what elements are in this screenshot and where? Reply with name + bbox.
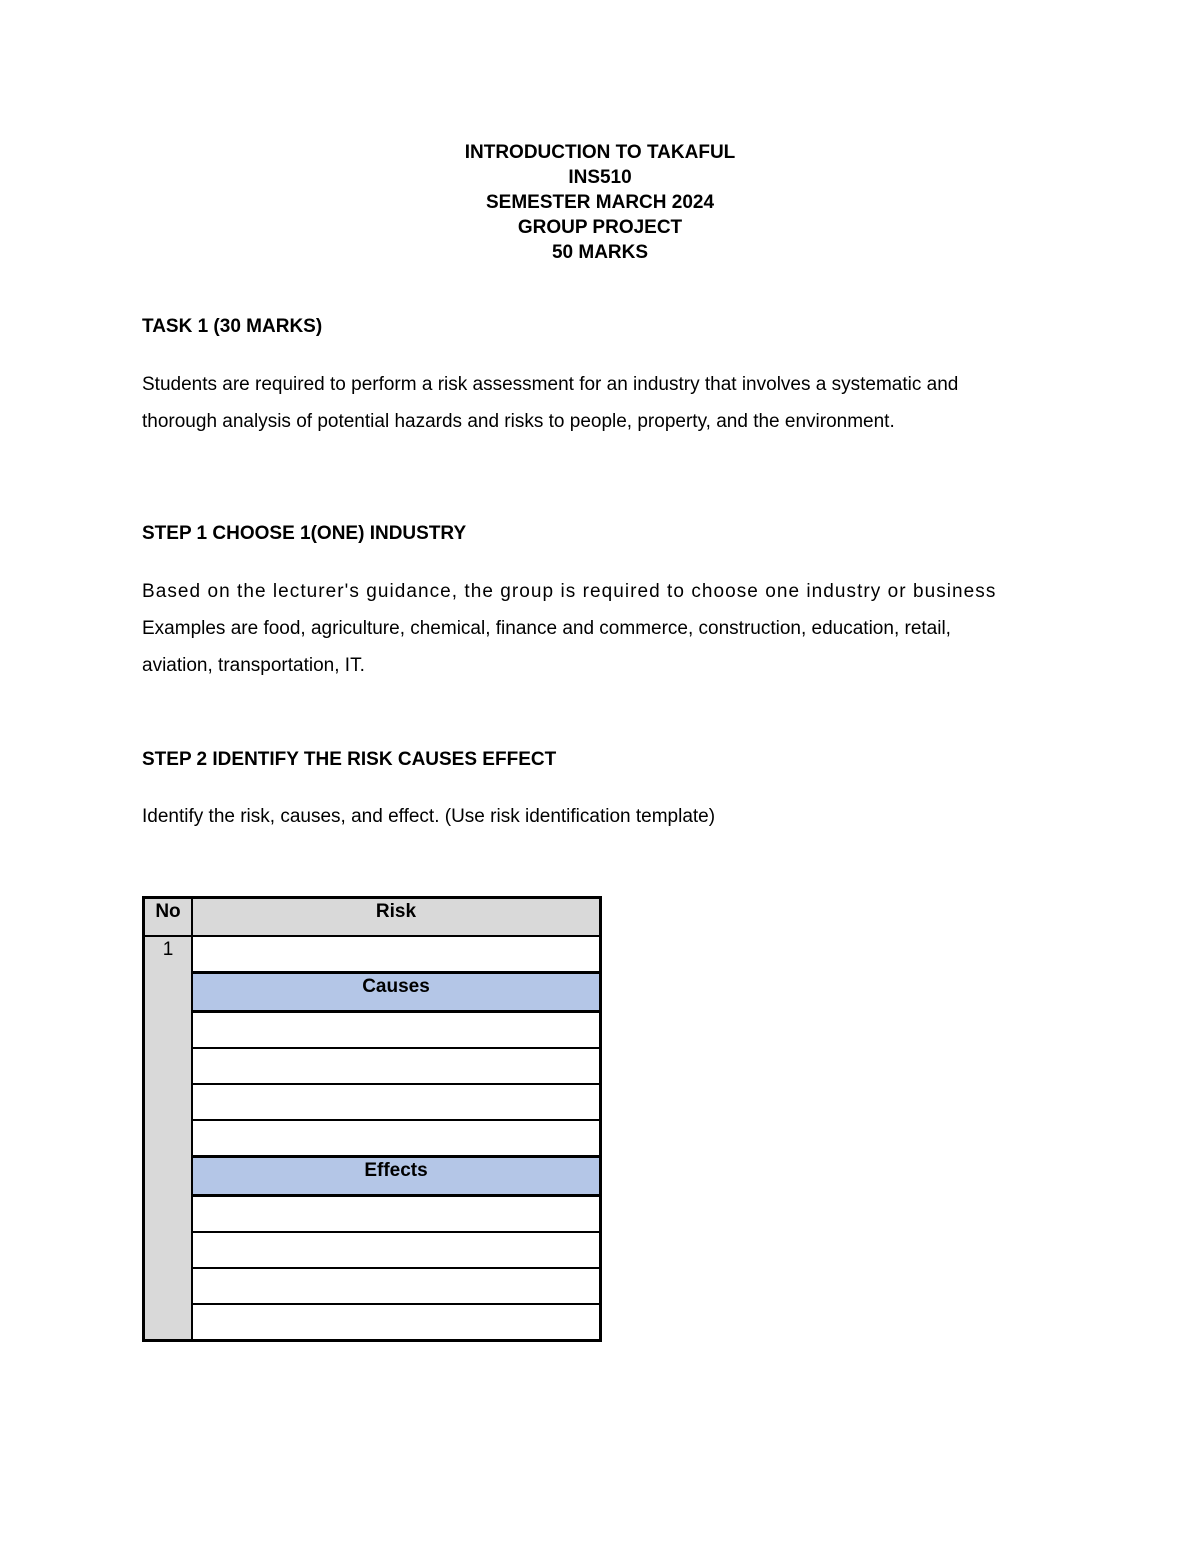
step2-paragraph: Identify the risk, causes, and effect. (Use risk identification template) (142, 806, 716, 827)
step1-heading: STEP 1 CHOOSE 1(ONE) INDUSTRY (142, 523, 467, 544)
cause-entry-cell[interactable] (192, 1048, 601, 1084)
task1-paragraph (142, 366, 1060, 440)
effects-header: Effects (192, 1157, 601, 1196)
table-row (144, 1268, 601, 1304)
cause-entry-cell[interactable] (192, 1012, 601, 1049)
effect-entry-cell[interactable] (192, 1304, 601, 1341)
step1-line-2: Examples are food, agriculture, chemical, finance and commerce, construction, education, retail, (142, 618, 951, 639)
causes-header-row (144, 973, 601, 1012)
step1-paragraph (142, 573, 1060, 684)
table-row (144, 1232, 601, 1268)
risk-row (144, 936, 601, 973)
table-row (144, 1196, 601, 1233)
table-row (144, 1304, 601, 1341)
effects-header-row (144, 1157, 601, 1196)
task1-line-2: thorough analysis of potential hazards and risks to people, property, and the environment. (142, 411, 895, 432)
step1-line-3: aviation, transportation, IT. (142, 655, 365, 676)
cause-entry-cell[interactable] (192, 1120, 601, 1157)
total-marks: 50 MARKS (551, 242, 649, 263)
risk-entry-cell[interactable] (192, 936, 601, 973)
step2-heading: STEP 2 IDENTIFY THE RISK CAUSES EFFECT (142, 749, 557, 770)
semester: SEMESTER MARCH 2024 (485, 192, 715, 213)
table-row (144, 1012, 601, 1049)
table-row (144, 1120, 601, 1157)
causes-header: Causes (192, 973, 601, 1012)
risk-column-header: Risk (192, 898, 601, 937)
course-title: INTRODUCTION TO TAKAFUL (464, 142, 736, 163)
row-number-cell: 1 (144, 936, 193, 1341)
task1-heading: TASK 1 (30 MARKS) (142, 316, 323, 337)
table-row (144, 1084, 601, 1120)
document-header (0, 140, 1200, 265)
table-row (144, 1048, 601, 1084)
course-code: INS510 (568, 167, 632, 188)
step1-line-1: Based on the lecturer's guidance, the group is required to choose one industry or business (142, 581, 997, 602)
effect-entry-cell[interactable] (192, 1232, 601, 1268)
cause-entry-cell[interactable] (192, 1084, 601, 1120)
task1-line-1: Students are required to perform a risk assessment for an industry that involves a systematic and (142, 374, 959, 395)
effect-entry-cell[interactable] (192, 1268, 601, 1304)
no-column-header: No (144, 898, 193, 937)
table-header-row (144, 898, 601, 937)
risk-identification-table (142, 896, 602, 1342)
effect-entry-cell[interactable] (192, 1196, 601, 1233)
assessment-type: GROUP PROJECT (517, 217, 683, 238)
